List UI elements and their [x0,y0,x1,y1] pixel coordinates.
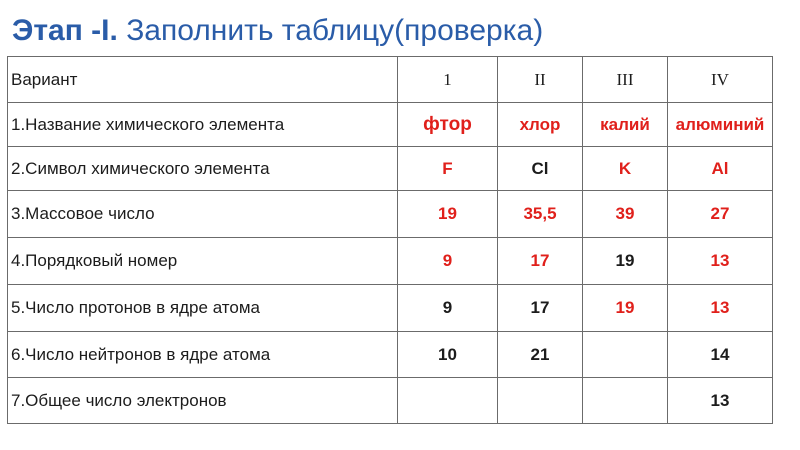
table-cell: 9 [398,238,498,285]
table-cell: Cl [498,147,583,191]
table-row [8,191,773,238]
row-label: 1.Название химического элемента [8,103,398,147]
table-cell: 14 [668,332,773,378]
table-row [8,332,773,378]
table-cell: 13 [668,378,773,424]
table-cell: 21 [498,332,583,378]
table-cell: 39 [583,191,668,238]
header-col-2: II [498,57,583,103]
table-cell: Al [668,147,773,191]
title-text: Заполнить таблицу(проверка) [126,14,544,47]
table-cell: хлор [498,103,583,147]
stage-label: Этап -I. [12,14,118,47]
table-cell: 9 [398,285,498,332]
table-row [8,378,773,424]
row-label: 4.Порядковый номер [8,238,398,285]
table-cell: 13 [668,285,773,332]
table-cell [583,332,668,378]
table-cell: 10 [398,332,498,378]
header-col-1: 1 [398,57,498,103]
page-title [12,14,543,48]
table-cell: 13 [668,238,773,285]
table-cell: 19 [583,238,668,285]
table-cell: 35,5 [498,191,583,238]
table-cell: 19 [398,191,498,238]
table-cell: 27 [668,191,773,238]
table-cell [498,378,583,424]
row-label: 3.Массовое число [8,191,398,238]
row-label: 2.Символ химического элемента [8,147,398,191]
table-cell [583,378,668,424]
header-col-3: III [583,57,668,103]
table-cell: K [583,147,668,191]
table-cell [398,378,498,424]
table-cell: F [398,147,498,191]
table-cell: алюминий [668,103,773,147]
table-cell: калий [583,103,668,147]
table-row [8,147,773,191]
table-row [8,103,773,147]
table-cell: 17 [498,285,583,332]
table-cell: 17 [498,238,583,285]
elements-table [7,56,773,424]
row-label: 7.Общее число электронов [8,378,398,424]
row-label: 6.Число нейтронов в ядре атома [8,332,398,378]
table-header-row [8,57,773,103]
header-variant-label: Вариант [8,57,398,103]
table-cell: фтор [398,103,498,147]
header-col-4: IV [668,57,773,103]
table-row [8,238,773,285]
table-row [8,285,773,332]
table-cell: 19 [583,285,668,332]
row-label: 5.Число протонов в ядре атома [8,285,398,332]
